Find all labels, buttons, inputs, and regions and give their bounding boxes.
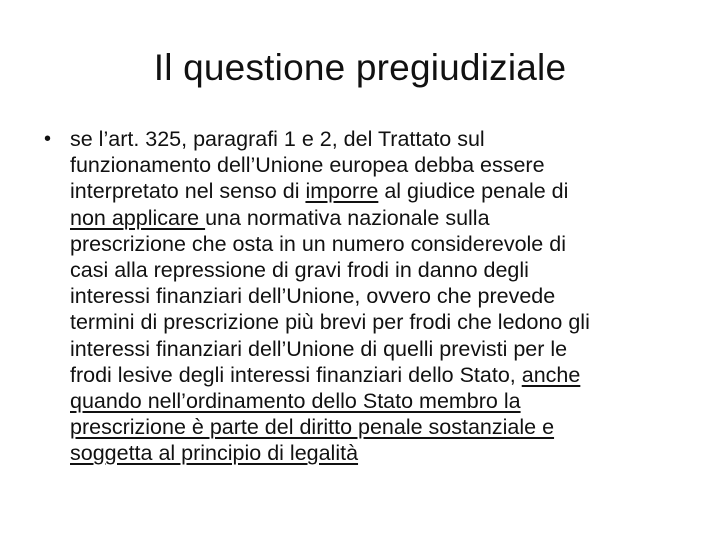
text-line-9 [70,336,695,362]
slide-title: Il questione pregiudiziale [153,47,567,88]
text-segment: una normativa nazionale sulla [205,205,490,230]
underlined-text: non applicare [70,205,206,230]
text-line-12 [70,414,695,440]
text-segment: interpretato nel senso di [70,179,306,204]
slide-content [0,126,720,506]
bullet-item [44,126,695,466]
text-line-10 [70,362,695,388]
text-line-7 [70,283,695,309]
text-line-3 [70,178,695,204]
text-segment: prescrizione che osta in un numero considerevole di [70,231,566,256]
underlined-text: imporre [305,179,379,204]
text-segment: frodi lesive degli interessi finanziari dello Stato, [70,362,522,387]
underlined-text: quando nell’ordinamento dello Stato membro la [70,388,521,413]
text-segment: funzionamento dell’Unione europea debba essere [70,153,545,178]
text-line-13 [70,440,695,466]
text-line-4 [70,205,695,231]
text-line-11 [70,388,695,414]
text-segment: interessi finanziari dell’Unione, ovvero che prevede [70,284,556,309]
text-line-5 [70,231,695,257]
text-line-2 [70,152,695,178]
text-segment: casi alla repressione di gravi frodi in danno degli [70,257,529,282]
text-segment: termini di prescrizione più brevi per frodi che ledono gli [70,310,590,335]
text-segment: interessi finanziari dell’Unione di quelli previsti per le [70,336,568,361]
underlined-text: prescrizione è parte del diritto penale sostanziale e [70,415,555,440]
underlined-text: soggetta al principio di legalità [70,441,359,466]
text-segment: al giudice penale di [378,179,569,204]
bullet-icon: • [44,128,52,150]
text-line-8 [70,309,695,335]
text-segment: se l’art. 325, paragrafi 1 e 2, del Trattato sul [70,127,485,151]
text-line-1 [70,126,695,152]
text-line-6 [70,257,695,283]
underlined-text: anche [521,362,581,387]
